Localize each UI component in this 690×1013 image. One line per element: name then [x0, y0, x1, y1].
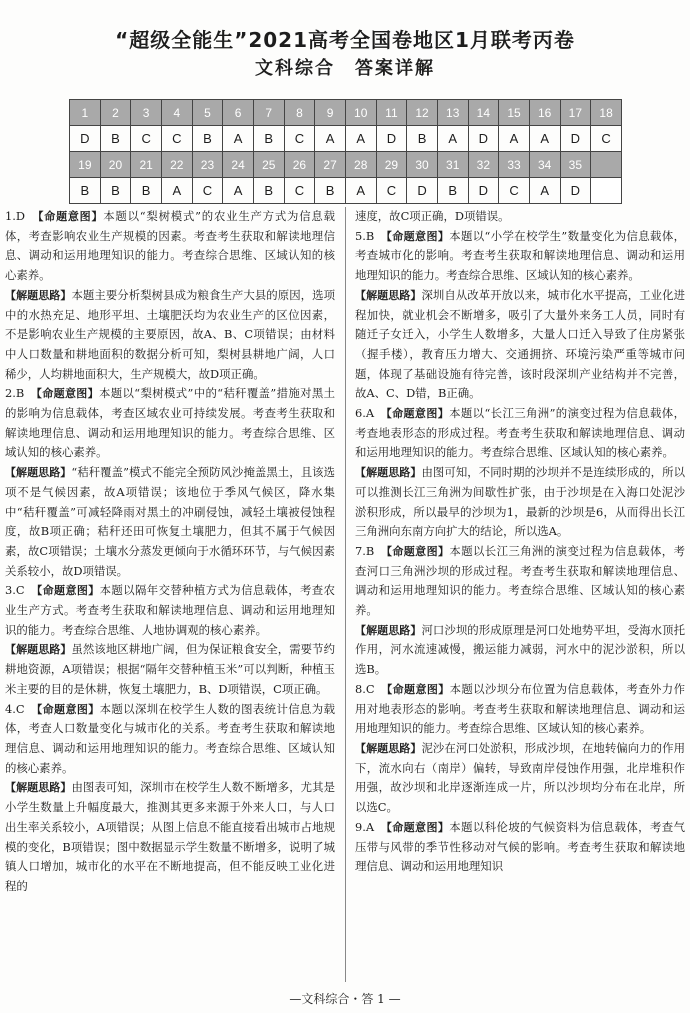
answer-number-cell: 21 — [131, 152, 162, 178]
question-text: 本题以深圳在校学生人数的图表统计信息为载体，考查人口数量变化与城市化的关系。考查考生获取和解读地理信息、调动和运用地理知识的能力。考查综合思维、区域认知的核心素养。 — [5, 701, 335, 775]
section-tag: 【解题思路】 — [5, 288, 72, 302]
solution-text: “秸秆覆盖”模式不能完全预防风沙掩盖黑土，且该选项不是气候因素，故A项错误；该地位于季风气候区，降水集中“秸秆覆盖”可减轻降雨对黑土的冲刷侵蚀，减轻土壤被侵蚀程度，故B项正确；秸秆还田可恢复土壤肥力，但其不属于气候因素，故C项错误；土壤水分蒸发更倾向于水循环环节，与气候因素关系较小，故D项错误。 — [5, 465, 336, 578]
section-tag: 【命题意图】 — [36, 702, 100, 716]
answer-cell: D — [560, 178, 591, 204]
answer-cell: B — [437, 178, 468, 204]
section-tag: 【解题思路】 — [355, 288, 422, 302]
answer-cell: D — [376, 126, 407, 152]
solution-text: 虽然该地区耕地广阔，但为保证粮食安全，需要节约耕地资源，A项错误；根据“隔年交替种植玉米”可以判断，种植玉米主要的目的是休耕，恢复土壤肥力，B、D项错误，C项正确。 — [5, 642, 335, 696]
question-6 — [355, 404, 685, 542]
left-column — [5, 207, 335, 897]
answer-cell: B — [100, 126, 131, 152]
answer-cell: D — [70, 126, 101, 152]
question-number: 5.B — [355, 228, 387, 243]
section-tag: 【解题思路】 — [355, 741, 422, 755]
answer-cell: B — [253, 126, 284, 152]
answer-number-cell: 9 — [315, 100, 346, 126]
section-tag: 【解题思路】 — [5, 643, 72, 657]
answer-cell: B — [70, 178, 101, 204]
answer-number-cell: 33 — [499, 152, 530, 178]
empty-cell — [591, 152, 622, 178]
answer-cell: C — [376, 178, 407, 204]
answer-cell: C — [499, 178, 530, 204]
section-tag: 【命题意图】 — [36, 584, 100, 598]
answer-number-cell: 34 — [529, 152, 560, 178]
question-text: 本题以“梨树模式”中的“秸秆覆盖”措施对黑土的影响为信息载体，考查区域农业可持续发展。考查考生获取和解读地理信息、调动和运用地理知识的能力。考查综合思维、区域认知的核心素养。 — [5, 386, 335, 460]
page-footer: —文科综合・答 1 — — [289, 992, 401, 1006]
answer-cell: A — [529, 178, 560, 204]
answer-cell: D — [560, 126, 591, 152]
column-divider — [345, 207, 346, 982]
answer-table-row — [70, 100, 622, 126]
answer-number-cell: 28 — [345, 152, 376, 178]
section-tag: 【命题意图】 — [386, 229, 450, 243]
answer-cell: A — [345, 126, 376, 152]
answer-number-cell: 10 — [345, 100, 376, 126]
answer-number-cell: 22 — [161, 152, 192, 178]
answer-number-cell: 14 — [468, 100, 499, 126]
answer-cell: A — [529, 126, 560, 152]
answer-cell: C — [161, 126, 192, 152]
answer-number-cell: 3 — [131, 100, 162, 126]
answer-cell: A — [223, 178, 254, 204]
answer-cell: A — [345, 178, 376, 204]
answer-number-cell: 5 — [192, 100, 223, 126]
question-number: 2.B — [5, 386, 37, 401]
question-number: 8.C — [355, 681, 387, 696]
empty-cell — [591, 178, 622, 204]
question-4-continued: 速度，故C项正确，D项错误。 — [355, 209, 510, 223]
answer-cell: C — [284, 178, 315, 204]
question-text: 本题以“长江三角洲”的演变过程为信息载体，考查地表形态的形成过程。考查考生获取和解读地理信息、调动和运用地理知识的能力。考查综合思维、区域认知的核心素养。 — [355, 406, 685, 460]
question-text: 本题以隔年交替种植方式为信息载体，考查农业生产方式。考查考生获取和解读地理信息、调动和运用地理知识的能力。考查综合思维、人地协调观的核心素养。 — [5, 583, 335, 637]
question-number: 3.C — [5, 583, 37, 598]
question-text: 本题以沙坝分布位置为信息载体，考查外力作用对地表形态的影响。考查考生获取和解读地理信息、调动和运用地理知识的能力。考查综合思维、区域认知的核心素养。 — [355, 681, 685, 736]
answer-number-cell: 32 — [468, 152, 499, 178]
question-number: 7.B — [355, 543, 387, 558]
answer-number-cell: 16 — [529, 100, 560, 126]
answer-cell: D — [468, 126, 499, 152]
answer-cell: A — [437, 126, 468, 152]
question-text: 本题以“小学在校学生”数量变化为信息载体，考查城市化的影响。考查考生获取和解读地理信息、调动和运用地理知识的能力。考查综合思维、区域认知的核心素养。 — [355, 228, 685, 283]
page-subtitle: 文科综合 答案详解 — [255, 58, 435, 79]
answer-table — [69, 99, 622, 204]
answer-table-row — [70, 126, 622, 152]
answer-cell: B — [131, 178, 162, 204]
question-1 — [5, 207, 335, 384]
answer-number-cell: 15 — [499, 100, 530, 126]
solution-text: 河口沙坝的形成原理是河口处地势平坦，受海水顶托作用，河水流速减慢，搬运能力减弱，河水中的泥沙淤积，所以选B。 — [355, 622, 685, 677]
answer-cell: A — [315, 126, 346, 152]
section-tag: 【解题思路】 — [355, 623, 422, 637]
section-tag: 【命题意图】 — [36, 387, 100, 401]
section-tag: 【命题意图】 — [386, 820, 450, 834]
answer-cell: C — [284, 126, 315, 152]
answer-number-cell: 31 — [437, 152, 468, 178]
section-tag: 【解题思路】 — [355, 466, 422, 480]
answer-cell: C — [192, 178, 223, 204]
section-tag: 【解题思路】 — [5, 466, 72, 480]
answer-cell: A — [499, 126, 530, 152]
question-8 — [355, 680, 685, 818]
answer-number-cell: 17 — [560, 100, 591, 126]
answer-number-cell: 29 — [376, 152, 407, 178]
answer-cell: D — [407, 178, 438, 204]
answer-number-cell: 23 — [192, 152, 223, 178]
question-9 — [355, 818, 685, 877]
section-tag: 【解题思路】 — [5, 781, 72, 795]
answer-number-cell: 27 — [315, 152, 346, 178]
answer-cell: B — [315, 178, 346, 204]
question-5 — [355, 227, 685, 404]
answer-table-row — [70, 178, 622, 204]
answer-number-cell: 13 — [437, 100, 468, 126]
question-text: 本题以科伦坡的气候资料为信息载体，考查气压带与风带的季节性移动对气候的影响。考查考生获取和解读地理信息、调动和运用地理知识 — [355, 819, 685, 874]
answer-number-cell: 11 — [376, 100, 407, 126]
right-column — [355, 207, 685, 877]
question-number: 4.C — [5, 701, 37, 716]
solution-text: 由图可知，不同时期的沙坝并不是连续形成的，所以可以推测长江三角洲为间歇性扩张，由于沙坝是在入海口处泥沙淤积形成，所以最早的沙坝为1，最新的沙坝是6，从而得出长江三角洲向东南方向扩大的结论，所以选A。 — [355, 465, 685, 539]
page-title: “超级全能生”2021高考全国卷地区1月联考丙卷 — [115, 28, 575, 52]
answer-number-cell: 18 — [591, 100, 622, 126]
question-number: 9.A — [355, 819, 387, 834]
answer-cell: B — [192, 126, 223, 152]
answer-number-cell: 6 — [223, 100, 254, 126]
question-4 — [5, 700, 335, 897]
answer-number-cell: 19 — [70, 152, 101, 178]
answer-cell: D — [468, 178, 499, 204]
question-3 — [5, 581, 335, 699]
answer-cell: B — [253, 178, 284, 204]
answer-number-cell: 2 — [100, 100, 131, 126]
answer-number-cell: 24 — [223, 152, 254, 178]
question-number: 6.A — [355, 406, 387, 421]
answer-number-cell: 20 — [100, 152, 131, 178]
answer-cell: C — [591, 126, 622, 152]
section-tag: 【命题意图】 — [386, 407, 450, 421]
answer-number-cell: 26 — [284, 152, 315, 178]
question-number: 1.D — [5, 209, 38, 223]
answer-cell: A — [161, 178, 192, 204]
answer-number-cell: 7 — [253, 100, 284, 126]
answer-number-cell: 4 — [161, 100, 192, 126]
answer-cell: B — [100, 178, 131, 204]
question-2 — [5, 384, 335, 581]
question-text: 本题以“梨树模式”的农业生产方式为信息载体，考查影响农业生产规模的因素。考查考生获取和解读地理信息、调动和运用地理知识的能力。考查综合思维、区域认知的核心素养。 — [5, 209, 335, 283]
section-tag: 【命题意图】 — [37, 210, 104, 223]
answer-cell: A — [223, 126, 254, 152]
solution-text: 泥沙在河口处淤积，形成沙坝，在地转偏向力的作用下，流水向右（南岸）偏转，导致南岸侵蚀作用强，北岸堆积作用强，故沙坝和北岸逐渐连成一片，所以沙坝均分布在北岸，所以选C。 — [355, 740, 685, 815]
answer-number-cell: 35 — [560, 152, 591, 178]
section-tag: 【命题意图】 — [386, 682, 450, 696]
solution-text: 深圳自从改革开放以来，城市化水平提高，工业化进程加快，就业机会不断增多，吸引了大量外来务工人员，同时有随迁子女迁入，小学生人数增多，大量人口迁入导致了住房紧张（握手楼），教育压力增大、交通拥挤、环境污染严重等城市问题，体现了基础设施有待完善，该时段深圳产业结构并不完善，故A、C、D错，B正确。 — [355, 287, 685, 401]
question-7 — [355, 542, 685, 680]
answer-number-cell: 12 — [407, 100, 438, 126]
answer-number-cell: 8 — [284, 100, 315, 126]
answer-number-cell: 30 — [407, 152, 438, 178]
question-text: 本题以长江三角洲的演变过程为信息载体，考查河口三角洲沙坝的形成过程。考查考生获取和解读地理信息、调动和运用地理知识的能力。考查综合思维、区域认知的核心素养。 — [355, 543, 685, 618]
solution-text: 本题主要分析梨树县成为粮食生产大县的原因，选项中的水热充足、地形平坦、土壤肥沃均为农业生产的区位因素，不是影响农业生产规模的主要原因，故A、B、C项错误；由材料中人口数量和耕地面积的数据分析可知，梨树县耕地广阔，人口稀少，人均耕地面积大，生产规模大，故D项正确。 — [5, 287, 335, 381]
answer-number-cell: 1 — [70, 100, 101, 126]
answer-table-row — [70, 152, 622, 178]
section-tag: 【命题意图】 — [386, 544, 450, 558]
solution-text: 由图表可知，深圳市在校学生人数不断增多，尤其是小学生数量上升幅度最大，推测其更多来源于外来人口，与人口出生率关系较小，A项错误；从图上信息不能直接看出城市占地规模的变化，B项错误；图中数据显示学生数量不断增多，说明了城镇人口增加，城市化的水平在不断地提高，但不能反映工业化进程的 — [5, 780, 335, 893]
answer-cell: B — [407, 126, 438, 152]
answer-number-cell: 25 — [253, 152, 284, 178]
answer-cell: C — [131, 126, 162, 152]
